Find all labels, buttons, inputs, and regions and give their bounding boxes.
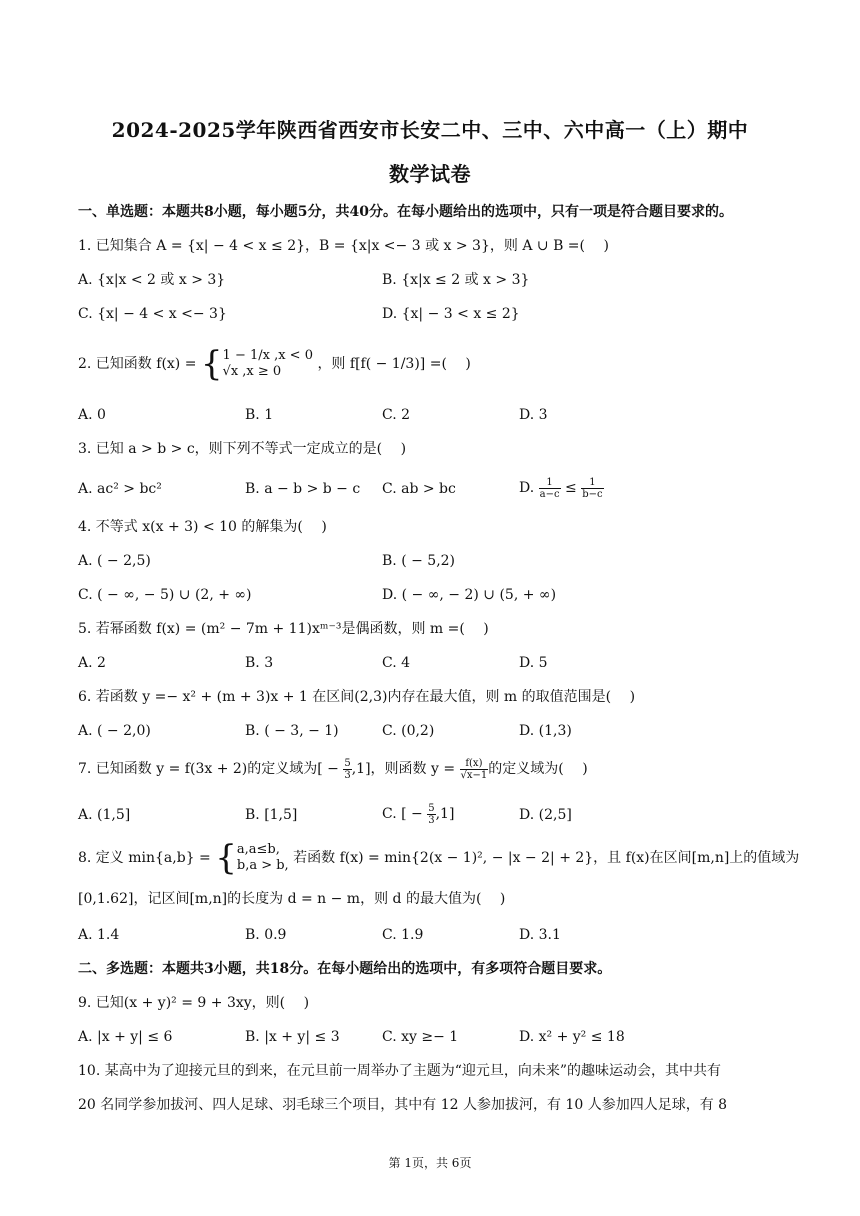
q10-stem-line2: 20 名同学参加拔河、四人足球、羽毛球三个项目，其中有 12 人参加拔河，有 10 人参加四人足球，有 8 [78, 1097, 728, 1113]
q8-option-a: A. 1.4 [78, 927, 120, 943]
q2-option-d: D. 3 [519, 407, 548, 423]
q7-function-fraction [460, 758, 489, 781]
q4-stem: 4. 不等式 x(x + 3) < 10 的解集为( ) [78, 519, 327, 535]
q8-option-b: B. 0.9 [245, 927, 287, 943]
q2-suffix: ，则 f[f( − 1/3)] =( ) [317, 356, 471, 372]
exam-title-line1: 2024-2025学年陕西省西安市长安二中、三中、六中高一（上）期中 [111, 118, 749, 142]
q3-option-b: B. a − b > b − c [245, 481, 361, 497]
left-brace-icon: { [215, 838, 237, 878]
q2-case2: √x ,x ≥ 0 [222, 364, 282, 379]
q4-option-c: C. ( − ∞, − 5) ∪ (2, + ∞) [78, 587, 252, 603]
q7-stem-mid: ,1]，则函数 y = [351, 761, 456, 777]
frac-num: 1 [581, 477, 603, 489]
q1-option-c: C. {x| − 4 < x <− 3} [78, 306, 227, 322]
q5-stem: 5. 若幂函数 f(x) = (m² − 7m + 11)xᵐ⁻³是偶函数，则 m =( ) [78, 621, 489, 637]
frac-den: b−c [582, 488, 603, 500]
q8-option-d: D. 3.1 [519, 927, 561, 943]
q6-option-a: A. ( − 2,0) [78, 723, 151, 739]
q5-option-c: C. 4 [382, 655, 411, 671]
q3-option-c: C. ab > bc [382, 481, 456, 497]
q9-option-b: B. |x + y| ≤ 3 [245, 1029, 340, 1045]
q3-d-fraction-right [581, 477, 603, 500]
q2-option-b: B. 1 [245, 407, 274, 423]
q4-option-b: B. ( − 5,2) [382, 553, 456, 569]
frac-num: 5 [344, 757, 351, 769]
q3-option-d [519, 474, 604, 502]
q7-option-a: A. (1,5] [78, 807, 131, 823]
frac-den: 3 [428, 814, 435, 826]
q1-option-a: A. {x|x < 2 或 x > 3} [78, 272, 226, 288]
q9-option-c: C. xy ≥− 1 [382, 1029, 459, 1045]
q8-case2: b,a > b, [236, 858, 289, 873]
q7-option-b: B. [1,5] [245, 807, 298, 823]
q2-piecewise [223, 348, 313, 380]
q3-d-fraction-left [539, 477, 561, 500]
q10-stem-line1: 10. 某高中为了迎接元旦的到来，在元旦前一周举办了主题为“迎元旦，向未来”的趣味运动会，其中共有 [78, 1063, 722, 1079]
frac-den: 3 [344, 769, 351, 781]
q1-option-d: D. {x| − 3 < x ≤ 2} [382, 306, 520, 322]
q5-option-d: D. 5 [519, 655, 548, 671]
left-brace-icon: { [200, 344, 223, 384]
q7-c-fraction [427, 803, 435, 826]
q7-stem-pre: 7. 已知函数 y = f(3x + 2)的定义域为[ − [78, 761, 339, 777]
q7-c-post: ,1] [435, 806, 455, 822]
frac-num: 5 [428, 802, 435, 814]
q6-option-c: C. (0,2) [382, 723, 435, 739]
q7-stem-fraction [343, 758, 351, 781]
q6-stem: 6. 若函数 y =− x² + (m + 3)x + 1 在区间(2,3)内存在最大值，则 m 的取值范围是( ) [78, 689, 636, 705]
frac-den: a−c [539, 488, 560, 500]
q9-stem: 9. 已知(x + y)² = 9 + 3xy，则( ) [78, 995, 310, 1011]
q9-option-a: A. |x + y| ≤ 6 [78, 1029, 173, 1045]
q2-case1: 1 − 1/x ,x < 0 [222, 348, 313, 363]
q7-option-d: D. (2,5] [519, 807, 572, 823]
q8-stem [78, 838, 799, 878]
q9-option-d: D. x² + y² ≤ 18 [519, 1029, 625, 1045]
q6-option-d: D. (1,3) [519, 723, 572, 739]
frac-den: √x−1 [460, 769, 488, 781]
q1-option-b: B. {x|x ≤ 2 或 x > 3} [382, 272, 530, 288]
frac-num: f(x) [460, 758, 489, 770]
frac-num: 1 [539, 477, 561, 489]
q3-stem: 3. 已知 a > b > c，则下列不等式一定成立的是( ) [78, 441, 407, 457]
q3-d-operator: ≤ [565, 480, 577, 496]
q2-prefix: 2. 已知函数 f(x) = [78, 356, 197, 372]
q2-stem [78, 344, 471, 384]
q3-option-a: A. ac² > bc² [78, 481, 162, 497]
q7-stem-post: 的定义域为( ) [488, 761, 588, 777]
q7-c-pre: C. [ − [382, 806, 423, 822]
q4-option-d: D. ( − ∞, − 2) ∪ (5, + ∞) [382, 587, 557, 603]
q6-option-b: B. ( − 3, − 1) [245, 723, 339, 739]
q8-suffix: 若函数 f(x) = min{2(x − 1)², − |x − 2| + 2}，且 f(x)在区间[m,n]上的值域为 [293, 850, 800, 866]
q2-option-c: C. 2 [382, 407, 411, 423]
q8-case1: a,a≤b, [236, 842, 280, 857]
page-footer: 第 1页，共 6页 [388, 1156, 472, 1170]
q5-option-b: B. 3 [245, 655, 274, 671]
q8-piecewise [237, 842, 289, 874]
q7-stem [78, 754, 588, 784]
q8-option-c: C. 1.9 [382, 927, 424, 943]
q1-stem: 1. 已知集合 A = {x| − 4 < x ≤ 2}，B = {x|x <− 3 或 x > 3}，则 A ∪ B =( ) [78, 238, 609, 254]
q3-d-label: D. [519, 480, 535, 496]
exam-title-line2: 数学试卷 [389, 162, 471, 186]
q8-prefix: 8. 定义 min{a,b} = [78, 850, 211, 866]
q4-option-a: A. ( − 2,5) [78, 553, 151, 569]
section-single-choice-heading: 一、单选题：本题共8小题，每小题5分，共40分。在每小题给出的选项中，只有一项是符合题目要求的。 [78, 204, 733, 220]
q5-option-a: A. 2 [78, 655, 106, 671]
q8-stem-line2: [0,1.62]，记区间[m,n]的长度为 d = n − m，则 d 的最大值为( ) [78, 891, 506, 907]
q7-option-c [382, 800, 454, 828]
section-multi-choice-heading: 二、多选题：本题共3小题，共18分。在每小题给出的选项中，有多项符合题目要求。 [78, 961, 612, 977]
q2-option-a: A. 0 [78, 407, 106, 423]
